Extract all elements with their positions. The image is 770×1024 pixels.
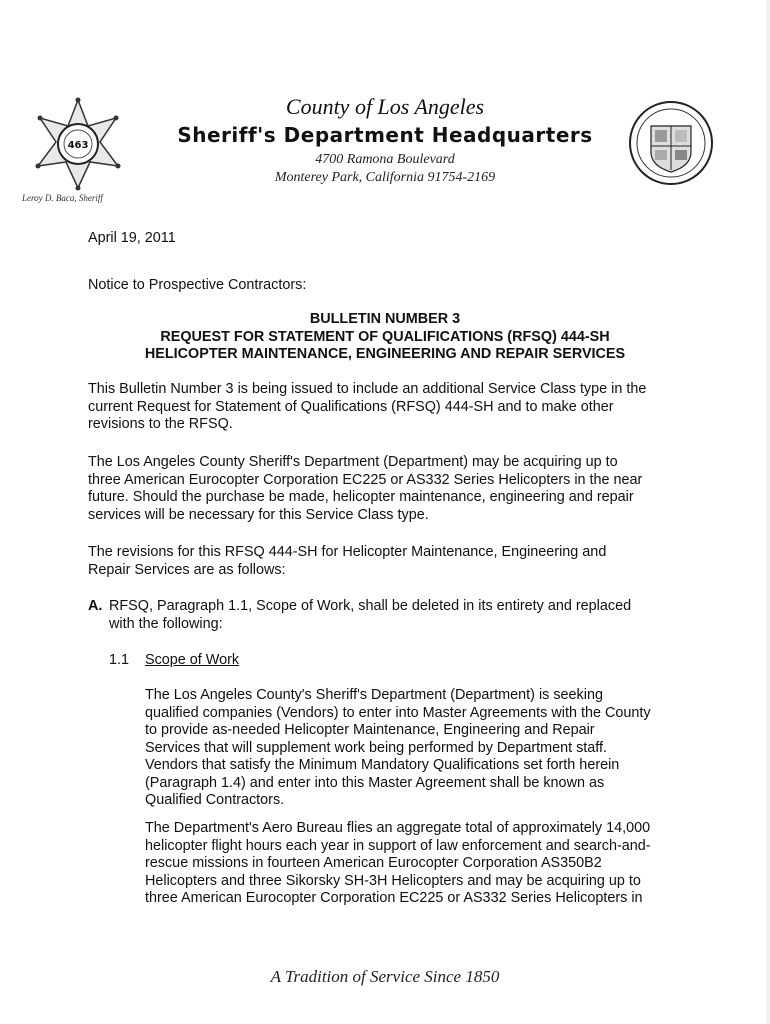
paragraph-background <box>88 454 688 524</box>
paragraph-aero-bureau <box>145 820 685 908</box>
text-line: rescue missions in fourteen American Eurocopter Corporation AS350B2 <box>145 855 602 871</box>
department-name: Sheriff's Department Headquarters <box>177 123 593 147</box>
address-line-2: Monterey Park, California 91754-2169 <box>274 170 496 185</box>
text-line: three American Eurocopter Corporation EC225 or AS332 Series Helicopters in the near <box>88 471 643 488</box>
letter-date: April 19, 2011 <box>88 230 176 246</box>
text-line: Qualified Contractors. <box>145 792 285 808</box>
county-seal-icon <box>628 100 714 186</box>
text-line: three American Eurocopter Corporation EC225 or AS332 Series Helicopters in <box>145 890 643 906</box>
item-a-text <box>109 598 679 633</box>
text-line: The Department's Aero Bureau flies an aggregate total of approximately 14,000 <box>145 820 651 836</box>
county-name: County of Los Angeles <box>285 94 485 119</box>
address-line-1: 4700 Ramona Boulevard <box>315 152 455 167</box>
text-line: RFSQ, Paragraph 1.1, Scope of Work, shall be deleted in its entirety and replaced <box>109 598 632 614</box>
text-line: current Request for Statement of Qualifications (RFSQ) 444-SH and to make other <box>88 398 614 415</box>
text-line: Services that will supplement work being performed by Department staff. <box>145 739 608 756</box>
text-line: The revisions for this RFSQ 444-SH for Helicopter Maintenance, Engineering and <box>88 544 607 560</box>
sheriff-signature: Leroy D. Baca, Sheriff <box>22 193 103 203</box>
text-line: future. Should the purchase be made, helicopter maintenance, engineering and repair <box>88 489 634 505</box>
bulletin-heading <box>0 311 770 364</box>
heading-line: REQUEST FOR STATEMENT OF QUALIFICATIONS (RFSQ) 444-SH <box>160 328 610 345</box>
section-title: Scope of Work <box>145 652 240 668</box>
text-line: revisions to the RFSQ. <box>88 416 233 432</box>
item-a-marker: A. <box>88 598 103 614</box>
heading-line: HELICOPTER MAINTENANCE, ENGINEERING AND REPAIR SERVICES <box>144 346 626 363</box>
text-line: Helicopters and three Sikorsky SH-3H Helicopters and may be acquiring up to <box>145 872 641 889</box>
text-line: Repair Services are as follows: <box>88 561 286 578</box>
text-line: with the following: <box>109 615 223 632</box>
paragraph-intro <box>88 381 688 434</box>
text-line: services will be necessary for this Service Class type. <box>88 506 429 523</box>
salutation: Notice to Prospective Contractors: <box>88 277 307 293</box>
scan-edge <box>766 0 770 1024</box>
text-line: (Paragraph 1.4) and enter into this Master Agreement shall be known as <box>145 774 605 791</box>
footer-motto: A Tradition of Service Since 1850 <box>270 967 500 986</box>
heading-line: BULLETIN NUMBER 3 <box>309 311 461 327</box>
text-line: helicopter flight hours each year in support of law enforcement and search-and- <box>145 837 651 854</box>
paragraph-revisions <box>88 544 688 579</box>
text-line: This Bulletin Number 3 is being issued to include an additional Service Class type in the <box>88 381 647 397</box>
paragraph-scope <box>145 687 685 810</box>
badge-number: 463 <box>67 140 89 151</box>
section-number: 1.1 <box>109 652 130 668</box>
text-line: qualified companies (Vendors) to enter into Master Agreements with the County <box>145 704 651 721</box>
text-line: Vendors that satisfy the Minimum Mandatory Qualifications set forth herein <box>145 757 620 773</box>
text-line: The Los Angeles County's Sheriff's Department (Department) is seeking <box>145 687 603 703</box>
text-line: to provide as-needed Helicopter Maintenance, Engineering and Repair <box>145 722 595 738</box>
text-line: The Los Angeles County Sheriff's Department (Department) may be acquiring up to <box>88 454 618 470</box>
